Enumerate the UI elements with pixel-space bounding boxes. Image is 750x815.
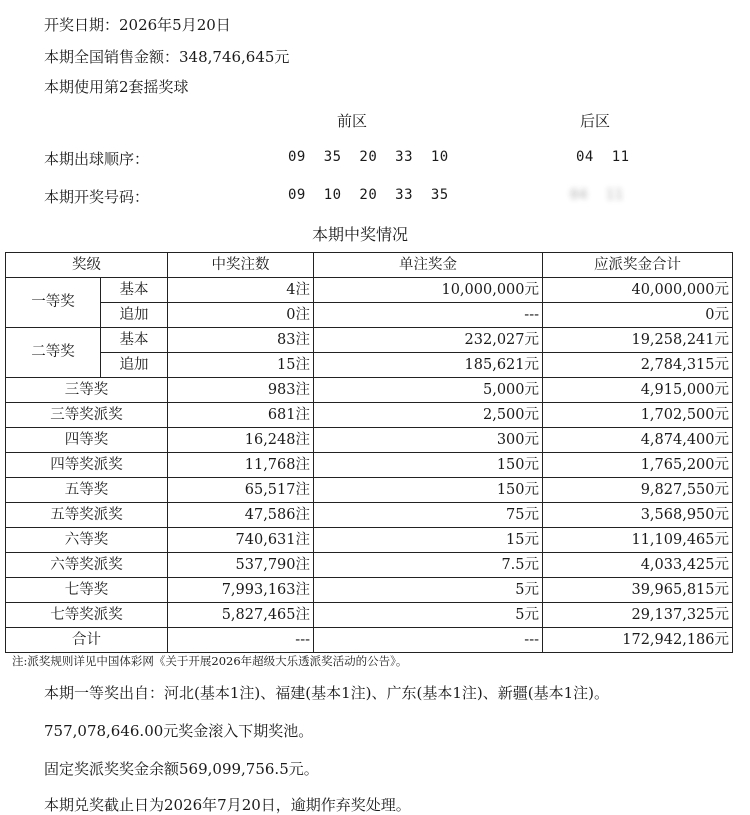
table-row — [6, 303, 733, 328]
single-prize: 150元 — [314, 453, 543, 478]
header-tier: 奖级 — [6, 253, 168, 278]
winner-count: 537,790注 — [168, 553, 314, 578]
single-prize: 15元 — [314, 528, 543, 553]
tier1-extra-label: 追加 — [101, 303, 168, 328]
tier1-label: 一等奖 — [6, 278, 101, 328]
tier2-extra-count: 15注 — [168, 353, 314, 378]
prize-total: 29,137,325元 — [543, 603, 733, 628]
tier2-basic-prize: 232,027元 — [314, 328, 543, 353]
tier1-extra-count: 0注 — [168, 303, 314, 328]
tier1-basic-label: 基本 — [101, 278, 168, 303]
single-prize: 5元 — [314, 603, 543, 628]
winning-numbers-label: 本期开奖号码： — [44, 188, 150, 206]
ball-set: 本期使用第2套摇奖球 — [44, 78, 189, 96]
winner-count: 65,517注 — [168, 478, 314, 503]
winner-count: 5,827,465注 — [168, 603, 314, 628]
tier2-extra-label: 追加 — [101, 353, 168, 378]
winner-count: 16,248注 — [168, 428, 314, 453]
single-prize: 7.5元 — [314, 553, 543, 578]
winner-count: 983注 — [168, 378, 314, 403]
tier1-extra-total: 0元 — [543, 303, 733, 328]
prize-total: 4,033,425元 — [543, 553, 733, 578]
prize-tier-name: 三等奖 — [6, 378, 168, 403]
table-row — [6, 428, 733, 453]
prize-tier-name: 六等奖派奖 — [6, 553, 168, 578]
prize-total: 1,702,500元 — [543, 403, 733, 428]
prize-tier-name: 四等奖派奖 — [6, 453, 168, 478]
sales-amount: 本期全国销售金额：348,746,645元 — [44, 48, 290, 66]
prize-tier-name: 七等奖派奖 — [6, 603, 168, 628]
tier2-basic-count: 83注 — [168, 328, 314, 353]
total-label: 合计 — [6, 628, 168, 653]
single-prize: 75元 — [314, 503, 543, 528]
winner-count: 47,586注 — [168, 503, 314, 528]
draw-order-label: 本期出球顺序： — [44, 150, 150, 168]
table-title: 本期中奖情况 — [312, 225, 409, 244]
table-row — [6, 278, 733, 303]
winner-count: 7,993,163注 — [168, 578, 314, 603]
prize-total: 39,965,815元 — [543, 578, 733, 603]
table-row — [6, 603, 733, 628]
prize-tier-name: 七等奖 — [6, 578, 168, 603]
single-prize: 5元 — [314, 578, 543, 603]
prize-total: 11,109,465元 — [543, 528, 733, 553]
table-row — [6, 528, 733, 553]
prize-total: 1,765,200元 — [543, 453, 733, 478]
table-row — [6, 503, 733, 528]
header-prize: 单注奖金 — [314, 253, 543, 278]
single-prize: 2,500元 — [314, 403, 543, 428]
prize-total: 4,915,000元 — [543, 378, 733, 403]
prize-tier-name: 五等奖派奖 — [6, 503, 168, 528]
total-row — [6, 628, 733, 653]
table-row — [6, 353, 733, 378]
total-amount: 172,942,186元 — [543, 628, 733, 653]
prize-table — [5, 252, 733, 653]
winner-count: 740,631注 — [168, 528, 314, 553]
table-row — [6, 478, 733, 503]
front-zone-label: 前区 — [337, 112, 368, 130]
single-prize: 5,000元 — [314, 378, 543, 403]
prize-total: 4,874,400元 — [543, 428, 733, 453]
single-prize: 300元 — [314, 428, 543, 453]
table-row — [6, 378, 733, 403]
tier1-basic-total: 40,000,000元 — [543, 278, 733, 303]
tier2-basic-label: 基本 — [101, 328, 168, 353]
claim-deadline: 本期兑奖截止日为2026年7月20日，逾期作弃奖处理。 — [44, 796, 411, 814]
tier1-extra-prize: --- — [314, 303, 543, 328]
table-row — [6, 578, 733, 603]
table-row — [6, 553, 733, 578]
prize-tier-name: 四等奖 — [6, 428, 168, 453]
tier1-basic-prize: 10,000,000元 — [314, 278, 543, 303]
tier1-winners-location: 本期一等奖出自：河北(基本1注)、福建(基本1注)、广东(基本1注)、新疆(基本1注)。 — [44, 684, 609, 702]
winning-back-numbers: 04 11 — [570, 187, 624, 203]
prize-total: 9,827,550元 — [543, 478, 733, 503]
fixed-pool-balance: 固定奖派奖奖金余额569,099,756.5元。 — [44, 760, 319, 778]
footnote: 注:派奖规则详见中国体彩网《关于开展2026年超级大乐透派奖活动的公告》。 — [12, 654, 408, 668]
single-prize: 150元 — [314, 478, 543, 503]
draw-date: 开奖日期：2026年5月20日 — [44, 16, 231, 34]
header-total: 应派奖金合计 — [543, 253, 733, 278]
winner-count: 681注 — [168, 403, 314, 428]
tier2-basic-total: 19,258,241元 — [543, 328, 733, 353]
winner-count: 11,768注 — [168, 453, 314, 478]
table-row — [6, 328, 733, 353]
total-prize: --- — [314, 628, 543, 653]
tier1-basic-count: 4注 — [168, 278, 314, 303]
draw-order-front-numbers: 09 35 20 33 10 — [288, 149, 449, 165]
table-row — [6, 453, 733, 478]
back-zone-label: 后区 — [580, 112, 611, 130]
table-row — [6, 403, 733, 428]
total-count: --- — [168, 628, 314, 653]
tier2-extra-total: 2,784,315元 — [543, 353, 733, 378]
header-count: 中奖注数 — [168, 253, 314, 278]
prize-tier-name: 六等奖 — [6, 528, 168, 553]
winning-front-numbers: 09 10 20 33 35 — [288, 187, 449, 203]
tier2-extra-prize: 185,621元 — [314, 353, 543, 378]
rollover-amount: 757,078,646.00元奖金滚入下期奖池。 — [44, 722, 314, 740]
prize-tier-name: 五等奖 — [6, 478, 168, 503]
prize-total: 3,568,950元 — [543, 503, 733, 528]
draw-order-back-numbers: 04 11 — [576, 149, 630, 165]
table-header-row — [6, 253, 733, 278]
prize-tier-name: 三等奖派奖 — [6, 403, 168, 428]
tier2-label: 二等奖 — [6, 328, 101, 378]
